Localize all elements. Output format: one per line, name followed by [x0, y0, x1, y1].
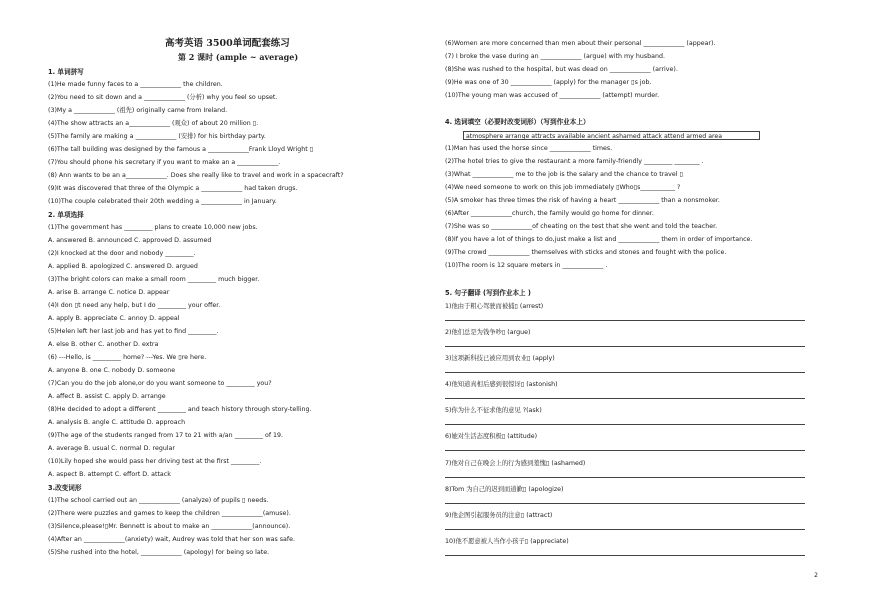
answer-line: [445, 372, 805, 373]
exercise-line: (10)Lily hoped she would pass her driving test at the first _________.: [48, 458, 262, 465]
exercise-line: A. anyone B. one C. nobody D. someone: [48, 367, 176, 374]
exercise-line: 1)他由于粗心驾驶而被捕▯ (arrest): [445, 303, 544, 310]
exercise-line: (8)He decided to adopt a different _________ and teach history through story-telling.: [48, 406, 312, 413]
section-heading: 2. 单项选择: [48, 211, 84, 219]
exercise-line: A. else B. other C. another D. extra: [48, 341, 159, 348]
exercise-line: (4)The show attracts an a_____________ (观众) of about 20 million ▯.: [48, 120, 259, 127]
exercise-line: (6) ---Hello, is _________ home? ---Yes. We ▯re here.: [48, 354, 207, 361]
exercise-line: (1)The government has _________ plans to create 10,000 new jobs.: [48, 224, 258, 231]
exercise-line: A. answered B. announced C. approved D. assumed: [48, 237, 212, 244]
exercise-line: A. average B. usual C. normal D. regular: [48, 445, 176, 452]
exercise-line: (2)There were puzzles and games to keep the children _____________(amuse).: [48, 510, 291, 517]
exercise-line: (5)She rushed into the hotel, _____________ (apology) for being so late.: [48, 549, 270, 556]
section-heading: 1. 单词拼写: [48, 68, 84, 76]
exercise-line: (9)The crowd _____________ themselves with sticks and stones and fought with the police.: [445, 249, 727, 256]
answer-line: [445, 477, 805, 478]
exercise-line: 10)他不愿意被人当作小孩子▯ (appreciate): [445, 538, 569, 545]
exercise-line: 2)他们总是为钱争吵▯ (argue): [445, 329, 531, 336]
exercise-line: A. analysis B. angle C. attitude D. approach: [48, 419, 186, 426]
exercise-line: (7)Can you do the job alone,or do you want someone to _________ you?: [48, 380, 272, 387]
exercise-line: (7)She was so _____________of cheating on the test that she went and told the teacher.: [445, 223, 718, 230]
exercise-line: (7) I broke the vase during an _____________ (argue) with my husband.: [445, 53, 665, 60]
exercise-line: (2)The hotel tries to give the restaurant a more family-friendly _________ ________ .: [445, 158, 704, 165]
word-bank-box: atmosphere arrange attracts available ancient ashamed attack attend armed area: [463, 131, 760, 140]
exercise-line: (1)Man has used the horse since _____________ times.: [445, 145, 613, 152]
exercise-line: 8)Tom 为自己的迟到而道歉▯ (apologize): [445, 486, 564, 493]
answer-line: [445, 555, 805, 556]
exercise-line: (2)You need to sit down and a _____________ (分析) why you feel so upset.: [48, 94, 278, 101]
worksheet-title: 高考英语 3500单词配套练习: [165, 38, 290, 49]
exercise-line: (6)The tall building was designed by the famous a _____________Frank Lloyd Wright ▯: [48, 146, 314, 153]
exercise-line: (3)The bright colors can make a small room _________ much bigger.: [48, 276, 260, 283]
exercise-line: (7)You should phone his secretary if you want to make an a _____________.: [48, 159, 281, 166]
exercise-line: (9)He was one of 30 _____________ (apply) for the manager ▯s job.: [445, 79, 652, 86]
exercise-line: (8)If you have a lot of things to do,just make a list and _____________ them in order of importance.: [445, 236, 753, 243]
exercise-line: (1)He made funny faces to a _____________ the children.: [48, 81, 223, 88]
exercise-line: (8) Ann wants to be an a_____________. Does she really like to travel and work in a spacecraft?: [48, 172, 344, 179]
exercise-line: (4)After an _____________(anxiety) wait, Audrey was told that her son was safe.: [48, 536, 295, 543]
answer-line: [445, 424, 805, 425]
answer-line: [445, 503, 805, 504]
exercise-line: (5)The family are making a _____________ (安排) for his birthday party.: [48, 133, 266, 140]
page-number: 2: [814, 572, 818, 579]
exercise-line: 3)这项新科技已被应用到农业▯ (apply): [445, 355, 555, 362]
exercise-line: (2)I knocked at the door and nobody _________.: [48, 250, 196, 257]
exercise-line: A. apply B. appreciate C. annoy D. appeal: [48, 315, 180, 322]
exercise-line: (3)What _____________ me to the job is the salary and the chance to travel ▯: [445, 171, 683, 178]
exercise-line: (3)Silence,please!▯Mr. Bennett is about to make an _____________(announce).: [48, 523, 291, 530]
exercise-line: A. applied B. apologized C. answered D. argued: [48, 263, 198, 270]
exercise-line: (4)I don ▯t need any help, but I do _________ your offer.: [48, 302, 221, 309]
answer-line: [445, 320, 805, 321]
exercise-line: (8)She was rushed to the hospital, but was dead on _____________ (arrive).: [445, 66, 678, 73]
answer-line: [445, 529, 805, 530]
answer-line: [445, 398, 805, 399]
section-heading: 3.改变词形: [48, 484, 82, 492]
section-heading: 5. 句子翻译 (写到作业本上 ): [445, 289, 531, 297]
exercise-line: (9)The age of the students ranged from 17 to 21 with a/an _________ of 19.: [48, 432, 284, 439]
exercise-line: (10)The young man was accused of _____________ (attempt) murder.: [445, 92, 660, 99]
exercise-line: (9)It was discovered that three of the Olympic a _____________ had taken drugs.: [48, 185, 298, 192]
exercise-line: (5)A smoker has three times the risk of having a heart _____________ than a nonsmoker.: [445, 197, 720, 204]
answer-line: [445, 450, 805, 451]
exercise-line: A. aspect B. attempt C. effort D. attack: [48, 471, 171, 478]
exercise-line: (1)The school carried out an _____________ (analyze) of pupils ▯ needs.: [48, 497, 269, 504]
exercise-line: (6)After _____________church, the family would go home for dinner.: [445, 210, 654, 217]
exercise-line: (10)The room is 12 square meters in _____________ .: [445, 262, 608, 269]
exercise-line: (5)Helen left her last job and has yet to find _________.: [48, 328, 219, 335]
exercise-line: 4)他知道真相后感到很惊讶▯ (astonish): [445, 381, 558, 388]
exercise-line: (4)We need someone to work on this job immediately ▯Who▯s___________ ?: [445, 184, 681, 191]
exercise-line: (10)The couple celebrated their 20th wedding a _____________ in January.: [48, 198, 277, 205]
exercise-line: (6)Women are more concerned than men about their personal _____________ (appear).: [445, 40, 716, 47]
exercise-line: A. arise B. arrange C. notice D. appear: [48, 289, 170, 296]
section-heading: 4. 选词填空（必要时改变词形）（写到作业本上）: [445, 118, 590, 126]
exercise-line: A. affect B. assist C. apply D. arrange: [48, 393, 166, 400]
exercise-line: 7)他对自己在晚会上的行为感到羞愧▯ (ashamed): [445, 460, 586, 467]
answer-line: [445, 346, 805, 347]
exercise-line: 9)他企图引起服务员的注意▯ (attract): [445, 512, 553, 519]
exercise-line: 6)她对生活态度积极▯ (attitude): [445, 433, 538, 440]
exercise-line: 5)你为什么不征求他的意见 ?(ask): [445, 407, 542, 414]
exercise-line: (3)My a _____________ (祖先) originally came from Ireland.: [48, 107, 228, 114]
worksheet-title: 第 2 课时 (ample ~ average): [178, 52, 299, 62]
